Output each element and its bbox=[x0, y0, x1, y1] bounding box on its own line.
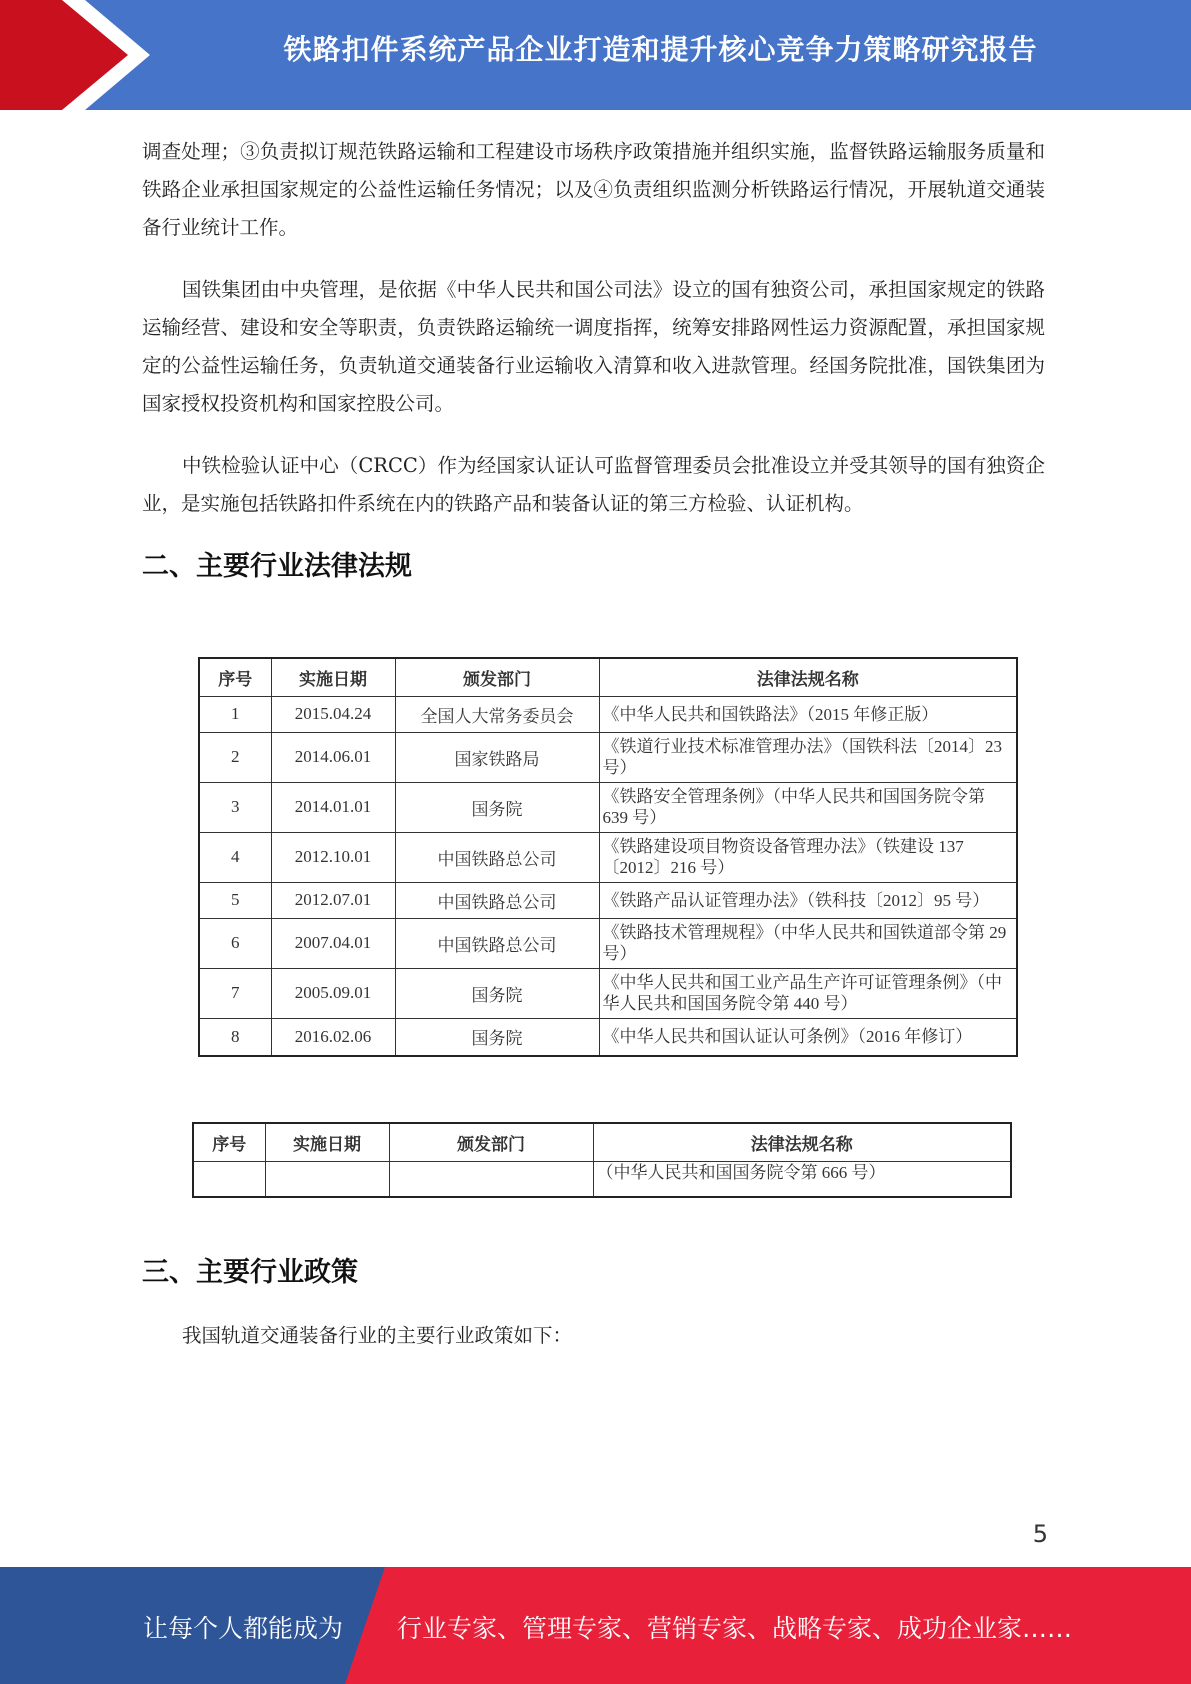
table-row bbox=[199, 1018, 1017, 1056]
row-no bbox=[193, 1161, 265, 1197]
section-title-policies: 三、主要行业政策 bbox=[142, 1257, 358, 1288]
row-law-name: 《中华人民共和国工业产品生产许可证管理条例》（中华人民共和国国务院令第 440 号） bbox=[599, 968, 1017, 1018]
row-date: 2012.07.01 bbox=[271, 882, 395, 918]
law-table-continued bbox=[192, 1122, 1012, 1198]
table-row bbox=[193, 1161, 1011, 1197]
row-law-name: （中华人民共和国国务院令第 666 号） bbox=[593, 1161, 1011, 1197]
table-row bbox=[199, 918, 1017, 968]
header-date: 实施日期 bbox=[265, 1123, 389, 1161]
row-no: 4 bbox=[199, 832, 271, 882]
law-table bbox=[198, 657, 1018, 1057]
row-dept: 国务院 bbox=[395, 968, 599, 1018]
row-date bbox=[265, 1161, 389, 1197]
table-row bbox=[199, 696, 1017, 732]
row-dept: 全国人大常务委员会 bbox=[395, 696, 599, 732]
footer-slogan-right: 行业专家、管理专家、营销专家、战略专家、成功企业家…… bbox=[397, 1614, 1073, 1643]
row-no: 1 bbox=[199, 696, 271, 732]
table-row bbox=[199, 968, 1017, 1018]
row-law-name: 《中华人民共和国铁路法》（2015 年修正版） bbox=[599, 696, 1017, 732]
header-date: 实施日期 bbox=[271, 658, 395, 696]
row-law-name: 《铁道行业技术标准管理办法》（国铁科法〔2014〕23 号） bbox=[599, 732, 1017, 782]
table-row bbox=[199, 832, 1017, 882]
row-dept: 国务院 bbox=[395, 1018, 599, 1056]
row-dept: 中国铁路总公司 bbox=[395, 918, 599, 968]
row-law-name: 《铁路技术管理规程》（中华人民共和国铁道部令第 29 号） bbox=[599, 918, 1017, 968]
row-dept: 国家铁路局 bbox=[395, 732, 599, 782]
header-dept: 颁发部门 bbox=[389, 1123, 593, 1161]
row-law-name: 《中华人民共和国认证认可条例》（2016 年修订） bbox=[599, 1018, 1017, 1056]
table-header-row bbox=[193, 1123, 1011, 1161]
row-dept: 中国铁路总公司 bbox=[395, 832, 599, 882]
footer-slogan-left: 让每个人都能成为 bbox=[143, 1614, 344, 1643]
row-law-name: 《铁路安全管理条例》（中华人民共和国国务院令第 639 号） bbox=[599, 782, 1017, 832]
row-date: 2014.06.01 bbox=[271, 732, 395, 782]
row-dept bbox=[389, 1161, 593, 1197]
header-name: 法律法规名称 bbox=[593, 1123, 1011, 1161]
section3-intro: 我国轨道交通装备行业的主要行业政策如下： bbox=[182, 1324, 573, 1347]
paragraph-1: 调查处理；③负责拟订规范铁路运输和工程建设市场秩序政策措施并组织实施，监督铁路运输服务质量和铁路企业承担国家规定的公益性运输任务情况；以及④负责组织监测分析铁路运行情况，开展轨道交通装备行业统计工作。 bbox=[142, 140, 1045, 239]
row-no: 2 bbox=[199, 732, 271, 782]
row-date: 2016.02.06 bbox=[271, 1018, 395, 1056]
row-no: 8 bbox=[199, 1018, 271, 1056]
row-date: 2014.01.01 bbox=[271, 782, 395, 832]
paragraph-2: 国铁集团由中央管理，是依据《中华人民共和国公司法》设立的国有独资公司，承担国家规定的铁路运输经营、建设和安全等职责，负责铁路运输统一调度指挥，统筹安排路网性运力资源配置，承担国家规定的公益性运输任务，负责轨道交通装备行业运输收入清算和收入进款管理。经国务院批准，国铁集团为国家授权投资机构和国家控股公司。 bbox=[142, 278, 1045, 415]
page-footer bbox=[0, 1567, 1191, 1684]
row-no: 7 bbox=[199, 968, 271, 1018]
header-no: 序号 bbox=[193, 1123, 265, 1161]
section-title-laws: 二、主要行业法律法规 bbox=[142, 551, 412, 582]
row-no: 5 bbox=[199, 882, 271, 918]
row-date: 2012.10.01 bbox=[271, 832, 395, 882]
table-row bbox=[199, 882, 1017, 918]
row-no: 3 bbox=[199, 782, 271, 832]
row-date: 2007.04.01 bbox=[271, 918, 395, 968]
table-row bbox=[199, 782, 1017, 832]
row-dept: 国务院 bbox=[395, 782, 599, 832]
page-header bbox=[0, 0, 1191, 110]
row-date: 2015.04.24 bbox=[271, 696, 395, 732]
header-name: 法律法规名称 bbox=[599, 658, 1017, 696]
header-no: 序号 bbox=[199, 658, 271, 696]
table-header-row bbox=[199, 658, 1017, 696]
table-row bbox=[199, 732, 1017, 782]
row-date: 2005.09.01 bbox=[271, 968, 395, 1018]
report-title: 铁路扣件系统产品企业打造和提升核心竞争力策略研究报告 bbox=[283, 33, 1038, 66]
row-dept: 中国铁路总公司 bbox=[395, 882, 599, 918]
header-dept: 颁发部门 bbox=[395, 658, 599, 696]
row-law-name: 《铁路产品认证管理办法》（铁科技〔2012〕95 号） bbox=[599, 882, 1017, 918]
page-number: 5 bbox=[1032, 1520, 1048, 1548]
paragraph-3: 中铁检验认证中心（CRCC）作为经国家认证认可监督管理委员会批准设立并受其领导的国有独资企业，是实施包括铁路扣件系统在内的铁路产品和装备认证的第三方检验、认证机构。 bbox=[142, 454, 1045, 515]
row-no: 6 bbox=[199, 918, 271, 968]
row-law-name: 《铁路建设项目物资设备管理办法》（铁建设 137〔2012〕216 号） bbox=[599, 832, 1017, 882]
